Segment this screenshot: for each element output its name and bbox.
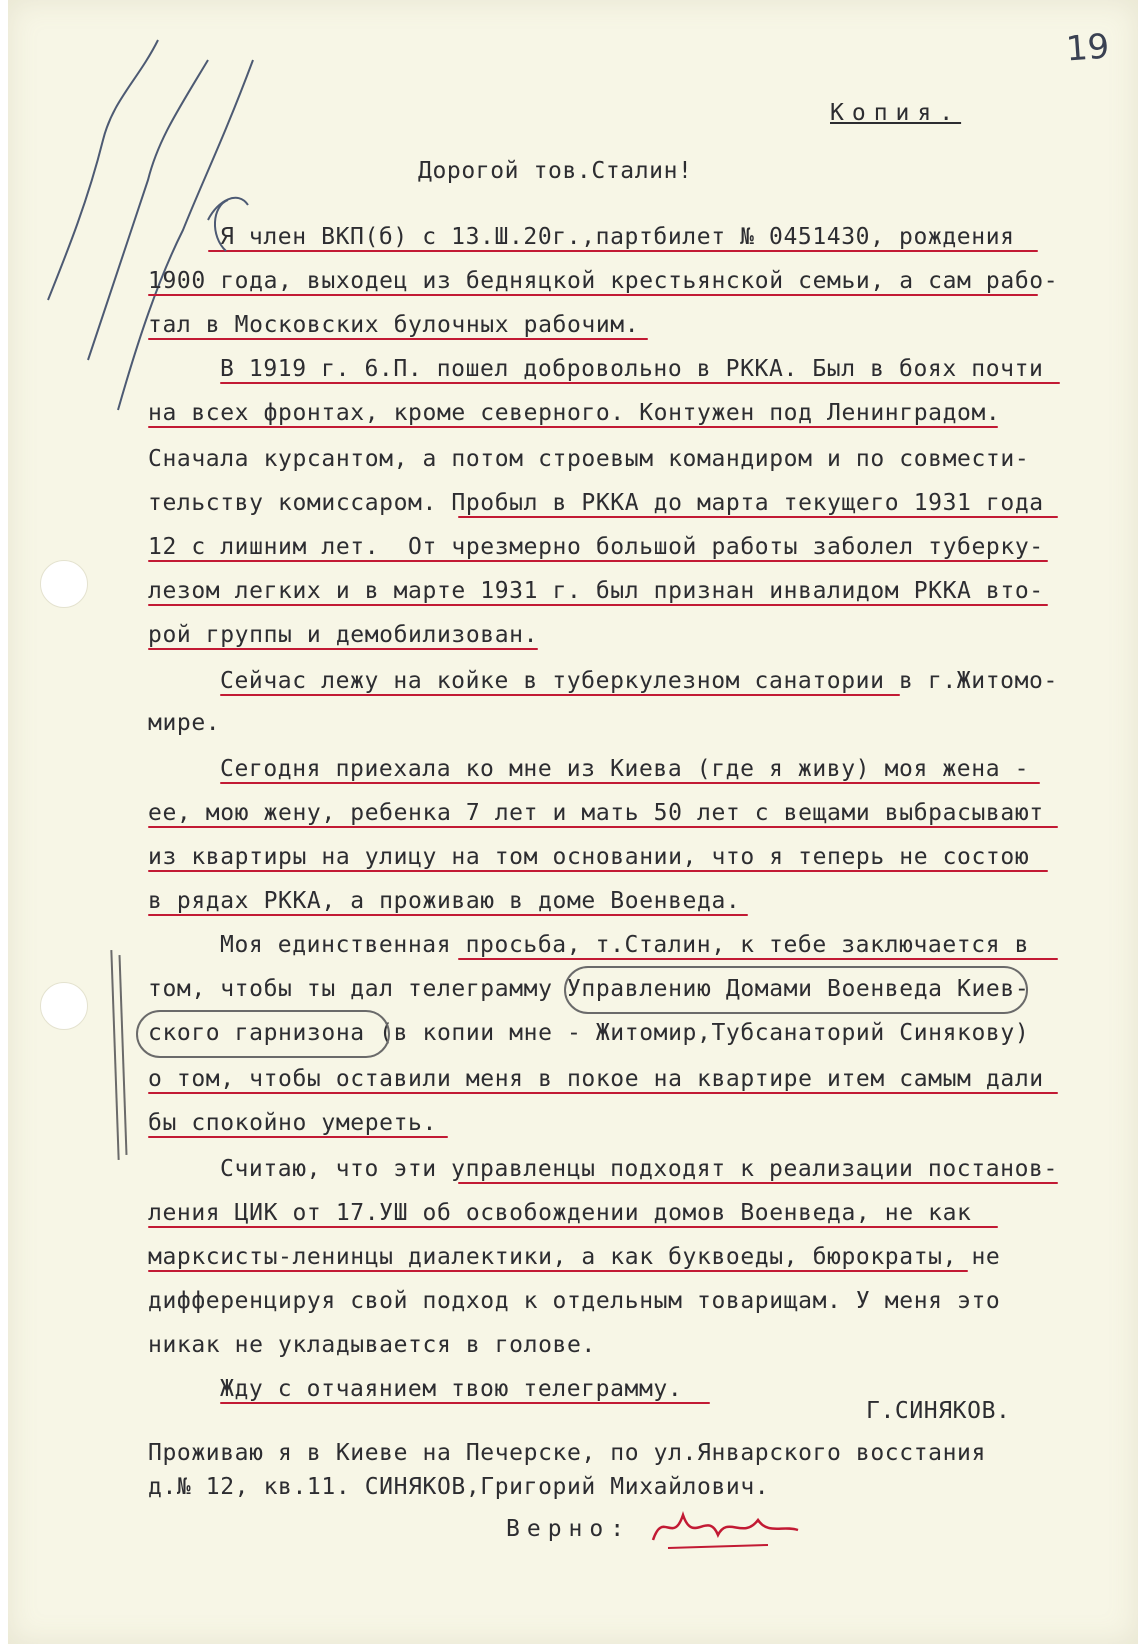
certification-label: Верно: (506, 1516, 632, 1542)
red-underline (208, 250, 1038, 252)
red-underline (148, 604, 1048, 606)
body-line: тал в Московских булочных рабочим. (148, 312, 640, 338)
page-number: 19 (1064, 26, 1111, 70)
body-line: рой группы и демобилизован. (148, 622, 539, 648)
red-underline (148, 914, 748, 916)
pencil-circle (564, 966, 1028, 1014)
red-underline (148, 648, 538, 650)
red-underline (148, 1226, 998, 1228)
copy-heading: Копия. (830, 100, 962, 126)
body-line: тельству комиссаром. Пробыл в РККА до марта текущего 1931 года (148, 490, 1044, 516)
address-line: Проживаю я в Киеве на Печерске, по ул.Январского восстания (148, 1440, 986, 1466)
red-underline (220, 1402, 710, 1404)
pencil-circle (136, 1010, 390, 1058)
pencil-margin-line (110, 950, 119, 1160)
red-underline (148, 338, 648, 340)
body-line: ского гарнизона (в копии мне - Житомир,Тубсанаторий Синякову) (148, 1020, 1030, 1046)
red-underline (148, 426, 998, 428)
signature: Г.СИНЯКОВ. (866, 1398, 1011, 1424)
body-line: в рядах РККА, а проживаю в доме Военведа. (148, 888, 741, 914)
body-line: дифференцируя свой подход к отдельным товарищам. У меня это (148, 1288, 1001, 1314)
red-underline (148, 870, 1048, 872)
body-line: марксисты-ленинцы диалектики, а как буквоеды, бюрократы, не (148, 1244, 1001, 1270)
pencil-margin-line (119, 955, 128, 1155)
body-line: Моя единственная просьба, т.Сталин, к тебе заключается в (220, 932, 1030, 958)
body-line: ее, мою жену, ребенка 7 лет и мать 50 лет с вещами выбрасывают (148, 800, 1044, 826)
red-underline (220, 782, 1040, 784)
punch-hole-bottom (40, 982, 88, 1030)
body-line: Я член ВКП(б) с 13.Ш.20г.,партбилет № 0451430, рождения (220, 224, 1015, 250)
red-underline (458, 1182, 1058, 1184)
red-underline (148, 294, 1038, 296)
document-page (8, 0, 1138, 1644)
body-line: никак не укладывается в голове. (148, 1332, 596, 1358)
body-line: 1900 года, выходец из бедняцкой крестьянской семьи, а сам рабо- (148, 268, 1059, 294)
body-line: из квартиры на улицу на том основании, что я теперь не состою (148, 844, 1030, 870)
red-underline (458, 958, 1058, 960)
body-line: Жду с отчаянием твою телеграмму. (220, 1376, 683, 1402)
address-line: д.№ 12, кв.11. СИНЯКОВ,Григорий Михайлович. (148, 1474, 770, 1500)
body-line: Считаю, что эти управленцы подходят к реализации постанов- (220, 1156, 1058, 1182)
red-underline (148, 826, 1058, 828)
body-line: 12 с лишним лет. От чрезмерно большой работы заболел туберку- (148, 534, 1044, 560)
red-underline (148, 1270, 968, 1272)
body-line: В 1919 г. 6.П. пошел добровольно в РККА. Был в боях почти (220, 356, 1044, 382)
pencil-bracket (204, 196, 234, 256)
red-underline (458, 516, 1058, 518)
punch-hole-top (40, 560, 88, 608)
red-underline (220, 382, 1060, 384)
red-underline (148, 1092, 1058, 1094)
red-underline (148, 560, 1048, 562)
certifying-signature (648, 1500, 818, 1560)
body-line: бы спокойно умереть. (148, 1110, 437, 1136)
body-line: Сейчас лежу на койке в туберкулезном санатории в г.Житомо- (220, 668, 1058, 694)
body-line: Сегодня приехала ко мне из Киева (где я живу) моя жена - (220, 756, 1030, 782)
body-line: мире. (148, 710, 221, 736)
red-underline (220, 694, 900, 696)
body-line: о том, чтобы оставили меня в покое на квартире итем самым дали (148, 1066, 1044, 1092)
red-underline (148, 1136, 448, 1138)
body-line: том, чтобы ты дал телеграмму Управлению Домами Военведа Киев- (148, 976, 1030, 1002)
body-line: Сначала курсантом, а потом строевым командиром и по совмести- (148, 446, 1030, 472)
salutation: Дорогой тов.Сталин! (418, 158, 693, 184)
body-line: лезом легких и в марте 1931 г. был признан инвалидом РККА вто- (148, 578, 1044, 604)
body-line: на всех фронтах, кроме северного. Контужен под Ленинградом. (148, 400, 1001, 426)
body-line: ления ЦИК от 17.УШ об освобождении домов Военведа, не как (148, 1200, 972, 1226)
